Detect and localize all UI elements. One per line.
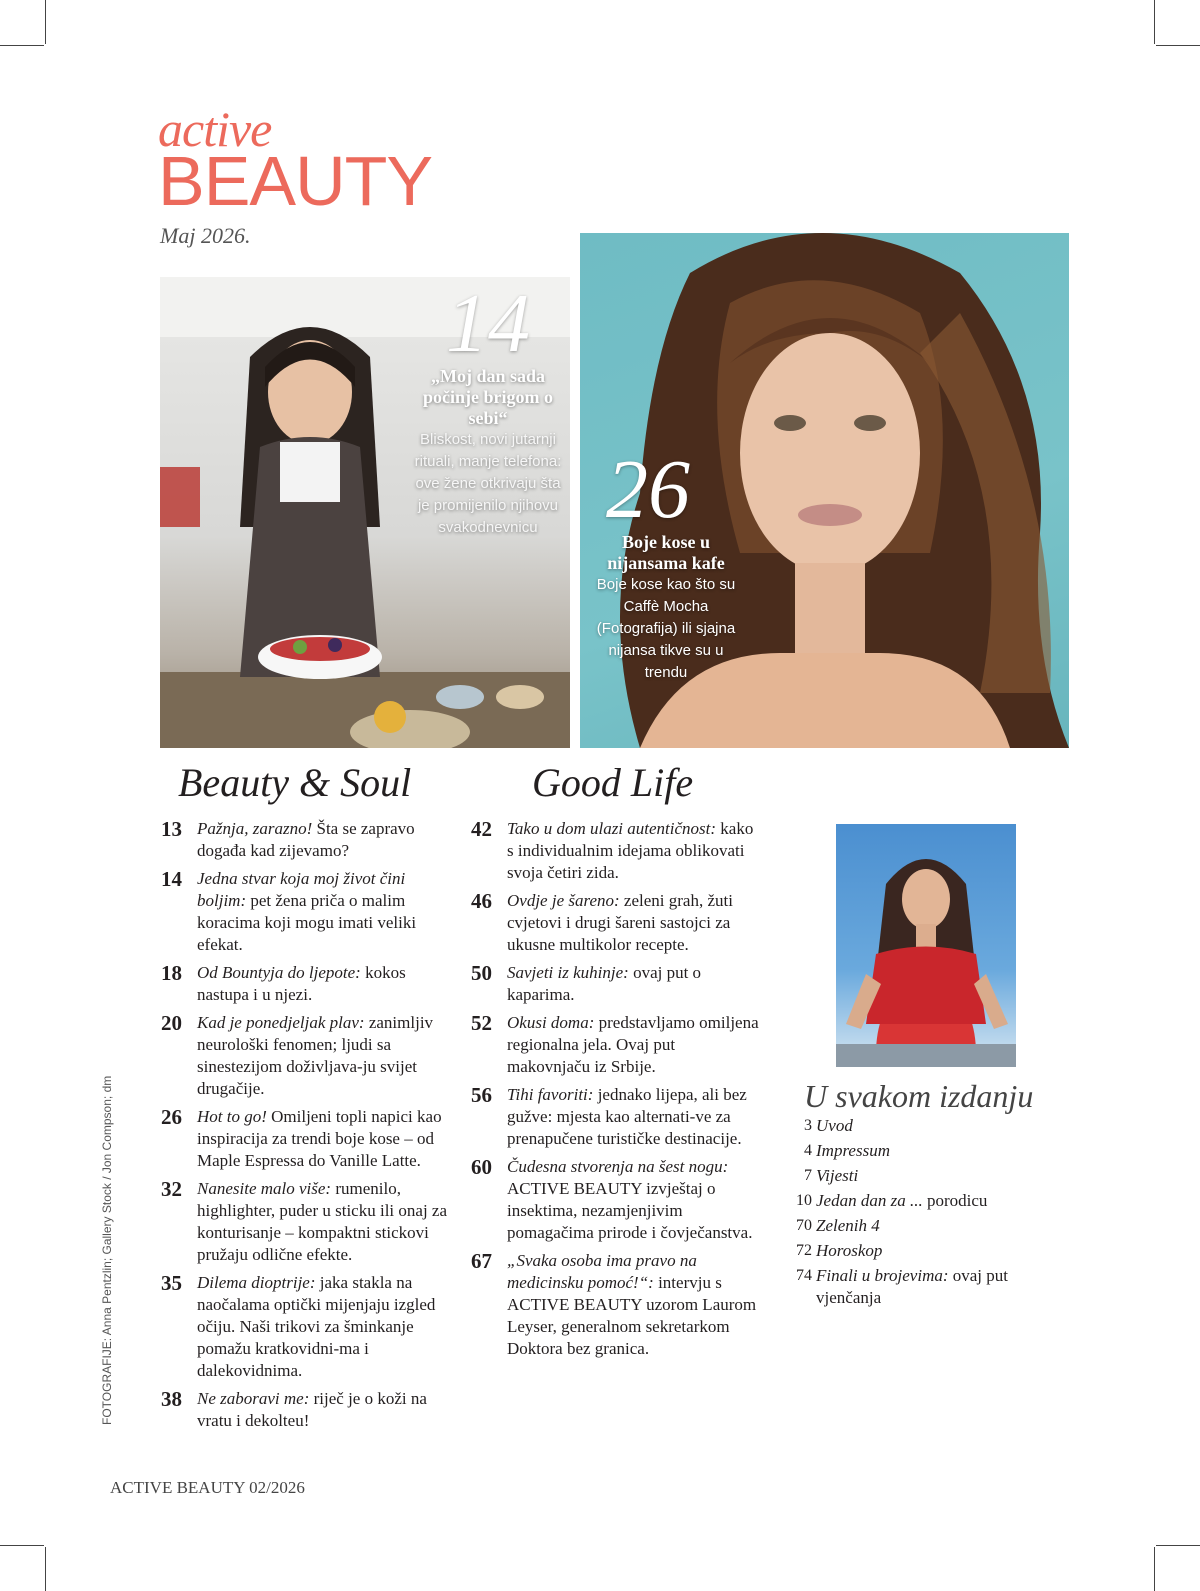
toc-item[interactable]	[471, 1250, 761, 1360]
crop-mark	[1156, 1545, 1200, 1546]
toc-page: 3	[804, 1117, 812, 1134]
toc-text: ovaj put o kaparima.	[507, 963, 702, 1004]
crop-mark	[1154, 1547, 1155, 1591]
toc-page: 14	[161, 867, 182, 891]
crop-mark	[1154, 0, 1155, 44]
feature-page-number: 14	[446, 277, 530, 370]
toc-lead: „Svaka osoba ima pravo na medicinsku pomoć!“:	[507, 1251, 697, 1292]
toc-item[interactable]	[786, 1240, 1056, 1262]
toc-page: 42	[471, 817, 492, 841]
toc-page: 74	[796, 1267, 812, 1284]
toc-page: 60	[471, 1155, 492, 1179]
toc-text: intervju s ACTIVE BEAUTY uzorom Laurom Leyser, generalnom sekretarkom Doktora bez granica.	[507, 1273, 757, 1358]
crop-mark	[45, 0, 46, 44]
toc-text: ACTIVE BEAUTY izvještaj o insektima, nezamjenjivim pomagačima prirode i čovječanstva.	[507, 1179, 753, 1242]
section-title-beauty-soul: Beauty & Soul	[178, 760, 412, 805]
toc-page: 52	[471, 1011, 492, 1035]
photo-credits: FOTOGRAFIJE: Anna Pentzlin; Gallery Stock / Jon Compson; dm	[100, 1075, 114, 1425]
toc-item[interactable]	[161, 1272, 451, 1382]
toc-item[interactable]	[786, 1140, 1056, 1162]
toc-text: Šta se zapravo događa kad zijevamo?	[197, 819, 415, 860]
logo-beauty: BEAUTY	[158, 142, 433, 220]
every-issue-list	[786, 1115, 1056, 1312]
toc-item[interactable]	[161, 1012, 451, 1100]
section-title-every-issue: U svakom izdanju	[804, 1078, 1034, 1114]
red-dress-photo	[836, 824, 1016, 1067]
toc-item[interactable]	[786, 1265, 1056, 1309]
toc-item[interactable]	[471, 1084, 761, 1150]
toc-lead: Tako u dom ulazi autentičnost:	[507, 819, 717, 838]
toc-lead: Jedan dan za ...	[816, 1191, 923, 1210]
toc-text: rumenilo, highlighter, puder u sticku ili onaj za konturisanje – kompaktni stickovi pružaju odlične efekte.	[197, 1179, 448, 1264]
toc-item[interactable]	[786, 1215, 1056, 1237]
toc-page: 56	[471, 1083, 492, 1107]
toc-item[interactable]	[471, 818, 761, 884]
toc-lead: Horoskop	[816, 1241, 883, 1260]
page-footer: ACTIVE BEAUTY 02/2026	[110, 1478, 305, 1497]
feature-description: Boje kose kao što su Caffè Mocha (Fotografija) ili sjajna nijansa tikve su u trendu	[596, 576, 736, 681]
section-title-good-life: Good Life	[532, 760, 694, 805]
toc-lead: Hot to go!	[197, 1107, 267, 1126]
toc-text: jednako lijepa, ali bez gužve: mjesta kao alternati-ve za prenapučene turističke destinacije.	[507, 1085, 747, 1148]
feature-title: „Moj dan sada počinje brigom o sebi“	[423, 366, 553, 428]
toc-item[interactable]	[471, 1012, 761, 1078]
hair-portrait-photo	[580, 233, 1069, 748]
toc-lead: Ne zaboravi me:	[197, 1389, 310, 1408]
issue-date: Maj 2026.	[160, 223, 251, 248]
toc-lead: Od Bountyja do ljepote:	[197, 963, 361, 982]
beauty-soul-list	[161, 818, 451, 1438]
toc-page: 38	[161, 1387, 182, 1411]
toc-item[interactable]	[471, 1156, 761, 1244]
toc-page: 10	[796, 1192, 812, 1209]
toc-text: pet žena priča o malim koracima koji mogu imati veliki efekat.	[197, 891, 417, 954]
toc-lead: Jedna stvar koja moj život čini boljim:	[197, 869, 406, 910]
toc-page: 4	[804, 1142, 812, 1159]
toc-lead: Tihi favoriti:	[507, 1085, 594, 1104]
toc-lead: Impressum	[816, 1141, 890, 1160]
toc-text: predstavljamo omiljena regionalna jela. Ovaj put makovnjaču iz Srbije.	[507, 1013, 759, 1076]
toc-page: 67	[471, 1249, 492, 1273]
toc-text: zanimljiv neurološki fenomen; ljudi sa sinestezijom doživljava-ju svijet drugačije.	[197, 1013, 434, 1098]
toc-item[interactable]	[786, 1115, 1056, 1137]
feature-description: Bliskost, novi jutarnji rituali, manje telefona: ove žene otkrivaju šta je promijenilo njihovu svakodnevnicu	[414, 431, 562, 536]
toc-page: 46	[471, 889, 492, 913]
kitchen-photo	[160, 277, 570, 748]
toc-lead: Čudesna stvorenja na šest nogu:	[507, 1157, 729, 1176]
toc-item[interactable]	[471, 962, 761, 1006]
toc-lead: Vijesti	[816, 1166, 859, 1185]
good-life-list	[471, 818, 761, 1366]
toc-text: jaka stakla na naočalama optički mijenjaju izgled očiju. Naši trikovi za šminkanje pomažu kratkovidni-ma i dalekovidnima.	[197, 1273, 436, 1380]
toc-item[interactable]	[161, 1388, 451, 1432]
toc-text: kako s individualnim idejama oblikovati svoja četiri zida.	[507, 819, 754, 882]
toc-item[interactable]	[161, 868, 451, 956]
toc-lead: Kad je ponedjeljak plav:	[197, 1013, 365, 1032]
toc-item[interactable]	[786, 1165, 1056, 1187]
crop-mark	[1156, 45, 1200, 46]
feature-26[interactable]	[596, 443, 736, 684]
toc-lead: Zelenih 4	[816, 1216, 880, 1235]
toc-lead: Finali u brojevima:	[816, 1266, 949, 1285]
crop-mark	[45, 1547, 46, 1591]
toc-lead: Okusi doma:	[507, 1013, 595, 1032]
feature-page-number: 26	[606, 443, 690, 536]
toc-lead: Pažnja, zarazno!	[197, 819, 313, 838]
toc-lead: Uvod	[816, 1116, 853, 1135]
toc-page: 72	[796, 1242, 812, 1259]
crop-mark	[0, 45, 44, 46]
toc-lead: Nanesite malo više:	[197, 1179, 332, 1198]
toc-item[interactable]	[161, 818, 451, 862]
toc-item[interactable]	[471, 890, 761, 956]
toc-text: porodicu	[922, 1191, 988, 1210]
toc-item[interactable]	[161, 1178, 451, 1266]
toc-page: 50	[471, 961, 492, 985]
feature-14[interactable]	[408, 277, 568, 539]
toc-page: 70	[796, 1217, 812, 1234]
toc-page: 20	[161, 1011, 182, 1035]
toc-page: 18	[161, 961, 182, 985]
toc-item[interactable]	[786, 1190, 1056, 1212]
toc-page: 35	[161, 1271, 182, 1295]
toc-text: zeleni grah, žuti cvjetovi i drugi šareni sastojci za ukusne multikolor recepte.	[507, 891, 733, 954]
crop-mark	[0, 1545, 44, 1546]
toc-lead: Dilema dioptrije:	[197, 1273, 316, 1292]
toc-lead: Savjeti iz kuhinje:	[507, 963, 629, 982]
toc-text: kokos nastupa i u njezi.	[197, 963, 406, 1004]
toc-page: 26	[161, 1105, 182, 1129]
red-dress-illustration	[836, 824, 1016, 1067]
toc-text: riječ je o koži na vratu i dekolteu!	[197, 1389, 427, 1430]
toc-item[interactable]	[161, 962, 451, 1006]
toc-text: Omiljeni topli napici kao inspiracija za trendi boje kose – od Maple Espressa do Vanille Latte.	[197, 1107, 442, 1170]
toc-page: 32	[161, 1177, 182, 1201]
logo-active: active	[158, 101, 272, 157]
feature-title: Boje kose u nijansama kafe	[607, 532, 725, 573]
toc-item[interactable]	[161, 1106, 451, 1172]
magazine-logo	[158, 101, 433, 220]
toc-lead: Ovdje je šareno:	[507, 891, 620, 910]
toc-page: 13	[161, 817, 182, 841]
toc-page: 7	[804, 1167, 812, 1184]
toc-text: ovaj put vjenčanja	[816, 1266, 1009, 1307]
